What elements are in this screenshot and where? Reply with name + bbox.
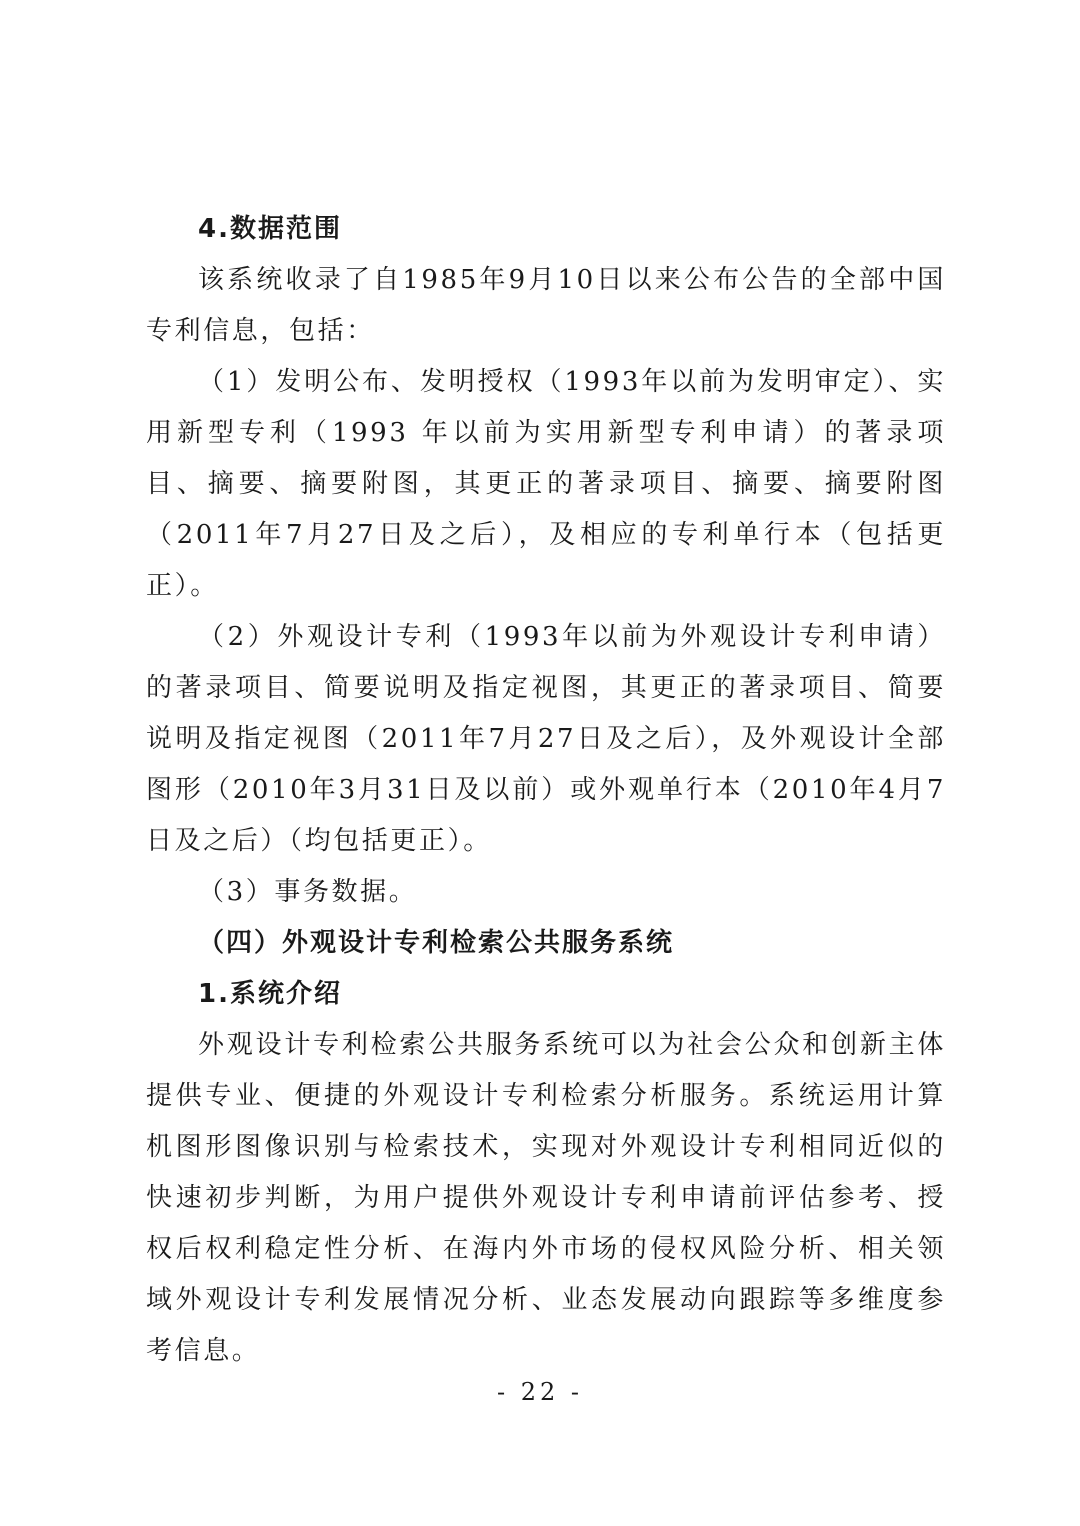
paragraph-item-1: （1）发明公布、发明授权（1993年以前为发明审定）、实用新型专利（1993 年以前为实用新型专利申请）的著录项目、摘要、摘要附图，其更正的著录项目、摘要、摘要附图（2011年7月27日及之后），及相应的专利单行本（包括更正）。 (146, 367, 946, 601)
paragraph-item-2: （2）外观设计专利（1993年以前为外观设计专利申请）的著录项目、简要说明及指定视图，其更正的著录项目、简要说明及指定视图（2011年7月27日及之后），及外观设计全部图形（2010年3月31日及以前）或外观单行本（2010年4月7日及之后）（均包括更正）。 (146, 622, 946, 856)
paragraph-item-3: （3）事务数据。 (198, 877, 418, 907)
document-body (146, 204, 946, 1377)
heading-section-four: （四）外观设计专利检索公共服务系统 (198, 928, 675, 958)
heading-data-scope: 4.数据范围 (198, 214, 342, 244)
page-number: - 22 - (496, 1378, 583, 1406)
heading-system-intro: 1.系统介绍 (198, 979, 342, 1009)
paragraph-scope-intro: 该系统收录了自1985年9月10日以来公布公告的全部中国专利信息，包括： (146, 265, 946, 346)
paragraph-system-description: 外观设计专利检索公共服务系统可以为社会公众和创新主体提供专业、便捷的外观设计专利检索分析服务。系统运用计算机图形图像识别与检索技术，实现对外观设计专利相同近似的快速初步判断，为用户提供外观设计专利申请前评估参考、授权后权利稳定性分析、在海内外市场的侵权风险分析、相关领域外观设计专利发展情况分析、业态发展动向跟踪等多维度参考信息。 (146, 1030, 946, 1366)
